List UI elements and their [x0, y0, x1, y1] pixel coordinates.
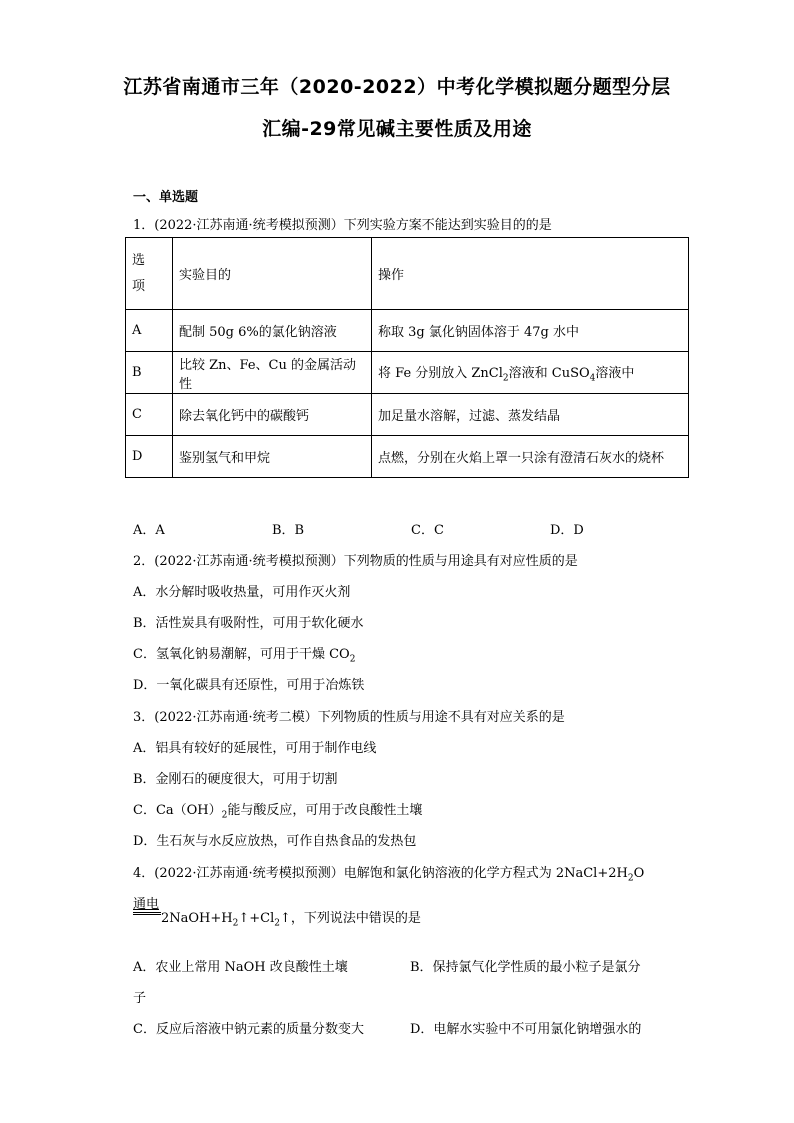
q2-option-b: B．活性炭具有吸附性，可用于软化硬水 — [133, 616, 364, 631]
section-heading: 一、单选题 — [133, 190, 199, 205]
q3-option-b: B．金刚石的硬度很大，可用于切割 — [133, 772, 338, 787]
q2-option-a: A．水分解时吸收热量，可用作灭火剂 — [133, 585, 351, 600]
q4-option-d: D．电解水实验中不可用氯化钠增强水的 — [410, 1022, 642, 1037]
choice-a: A．A — [133, 523, 165, 538]
document-title-line1: 江苏省南通市三年（2020-2022）中考化学模拟题分题型分层 — [123, 76, 671, 98]
reaction-condition: 通电 — [133, 897, 160, 912]
table-row — [126, 310, 689, 352]
table-header-option: 选 项 — [126, 238, 173, 310]
document-title-line2: 汇编-29常见碱主要性质及用途 — [262, 118, 532, 140]
q4-option-a: A．农业上常用 NaOH 改良酸性土壤 — [133, 960, 348, 975]
q2-stem: 2．(2022·江苏南通·统考模拟预测）下列物质的性质与用途具有对应性质的是 — [133, 554, 578, 569]
q2-option-c: C．氢氧化钠易潮解，可用于干燥 $CO_2$ — [133, 647, 356, 665]
q1-table — [125, 237, 689, 478]
table-row — [126, 352, 689, 394]
q2-option-d: D．一氧化碳具有还原性，可用于冶炼铁 — [133, 678, 365, 693]
row-goal: 除去氧化钙中的碳酸钙 — [173, 394, 372, 436]
row-option: B — [126, 352, 173, 394]
table-header-operation: 操作 — [372, 238, 689, 310]
table-row — [126, 436, 689, 478]
equation-equals-sign — [133, 912, 161, 915]
table-header-goal: 实验目的 — [173, 238, 372, 310]
q1-stem: 1．(2022·江苏南通·统考模拟预测）下列实验方案不能达到实验目的的是 — [133, 218, 552, 233]
q4-options-ab — [133, 956, 641, 975]
choice-c: C．C — [411, 523, 444, 538]
row-operation: 将 Fe 分别放入 ZnCl$_2$溶液和 CuSO$_4$溶液中 — [372, 352, 689, 394]
q4-option-b-wrap: 子 — [133, 991, 147, 1006]
q3-option-a: A．铝具有较好的延展性，可用于制作电线 — [133, 741, 377, 756]
row-option: C — [126, 394, 173, 436]
q3-option-d: D．生石灰与水反应放热，可作自热食品的发热包 — [133, 834, 417, 849]
row-option: D — [126, 436, 173, 478]
q4-option-c: C．反应后溶液中钠元素的质量分数变大 — [133, 1022, 364, 1037]
equation-products: $2NaOH+H_2↑+Cl_2↑$，下列说法中错误的是 — [161, 911, 421, 929]
q4-option-b: B．保持氯气化学性质的最小粒子是氯分 — [410, 960, 641, 975]
table-header-row — [126, 238, 689, 310]
row-option: A — [126, 310, 173, 352]
choice-b: B．B — [272, 523, 305, 538]
row-goal: 鉴别氢气和甲烷 — [173, 436, 372, 478]
row-operation: 称取 3g 氯化钠固体溶于 47g 水中 — [372, 310, 689, 352]
choice-d: D．D — [550, 523, 584, 538]
row-operation: 点燃，分别在火焰上罩一只涂有澄清石灰水的烧杯 — [372, 436, 689, 478]
q4-equation — [133, 893, 421, 929]
q1-choices — [133, 519, 689, 538]
table-row — [126, 394, 689, 436]
row-operation: 加足量水溶解，过滤、蒸发结晶 — [372, 394, 689, 436]
q4-options-cd — [133, 1018, 642, 1037]
q3-stem: 3．(2022·江苏南通·统考二模）下列物质的性质与用途不具有对应关系的是 — [133, 710, 565, 725]
q4-stem: 4．(2022·江苏南通·统考模拟预测）电解饱和氯化钠溶液的化学方程式为 $2NaCl+2H_2O$ — [133, 866, 645, 884]
row-goal: 比较 Zn、Fe、Cu 的金属活动性 — [173, 352, 372, 394]
row-goal: 配制 50g 6%的氯化钠溶液 — [173, 310, 372, 352]
q3-option-c: C．$Ca(OH)_2$能与酸反应，可用于改良酸性土壤 — [133, 803, 423, 821]
